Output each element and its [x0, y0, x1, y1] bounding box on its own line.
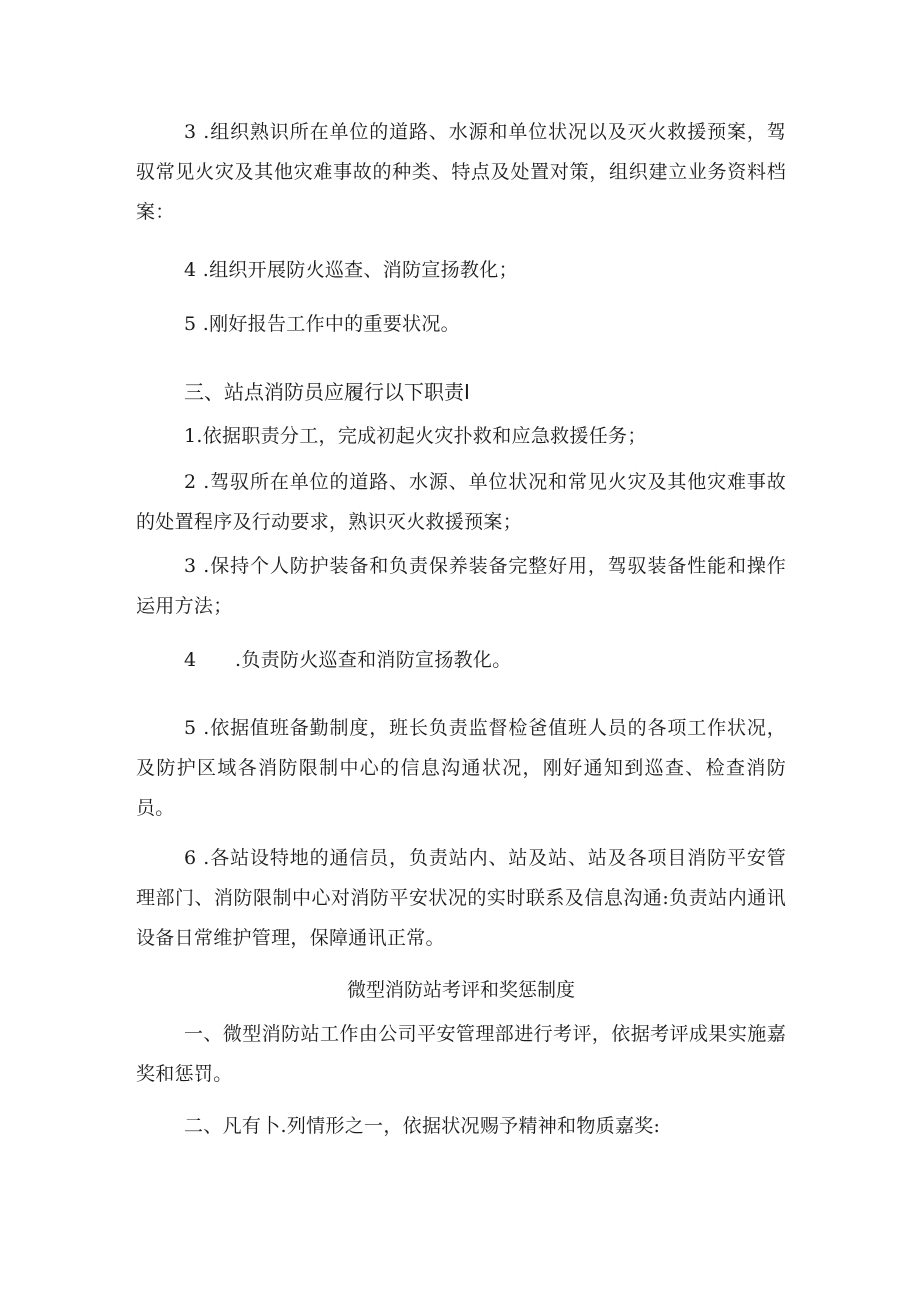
paragraph-item-5: 5 .刚好报告工作中的重要状况。 [184, 313, 460, 335]
rule-item-2: 二、凡有卜.列情形之一，依据状况赐予精神和物质嘉奖: [184, 1115, 661, 1137]
duty-item-1: 1.依据职责分工，完成初起火灾扑救和应急救援任务； [184, 425, 647, 447]
paragraph-item-3: 3 .组织熟识所在单位的道路、水源和单位状况以及灭火救援预案，驾驭常见火灾及其他灾难事故的种类、特点及处置对策，组织建立业务资料档案： [136, 121, 786, 223]
duty-item-3: 3 .保持个人防护装备和负责保养装备完整好用，驾驭装备性能和操作运用方法； [136, 555, 786, 617]
duty-item-5: 5 .依据值班备勤制度，班长负责监督检爸值班人员的各项工作状况，及防护区域各消防限制中心的信息沟通状况，刚好通知到巡查、检查消防员。 [136, 717, 786, 819]
duty-item-2: 2 .驾驭所在单位的道路、水源、单位状况和常见火灾及其他灾难事故的处置程序及行动要求，熟识灭火救援预案； [136, 471, 786, 533]
section-heading-three: 三、站点消防员应履行以下职责I [184, 380, 470, 404]
section-title: 微型消防站考评和奖惩制度 [346, 979, 575, 1001]
paragraph-item-4: 4 .组织开展防火巡查、消防宣扬教化； [184, 259, 518, 281]
rule-item-1: 一、微型消防站工作由公司平安管理部进行考评，依据考评成果实施嘉奖和惩罚。 [136, 1023, 786, 1085]
duty-item-6: 6 .各站设特地的通信员，负责站内、站及站、站及各项目消防平安管理部门、消防限制中心对消防平安状况的实时联系及信息沟通:负责站内通讯设备日常维护管理，保障通讯正常。 [136, 847, 786, 949]
duty-item-4: 4 .负责防火巡查和消防宣扬教化。 [184, 649, 512, 671]
